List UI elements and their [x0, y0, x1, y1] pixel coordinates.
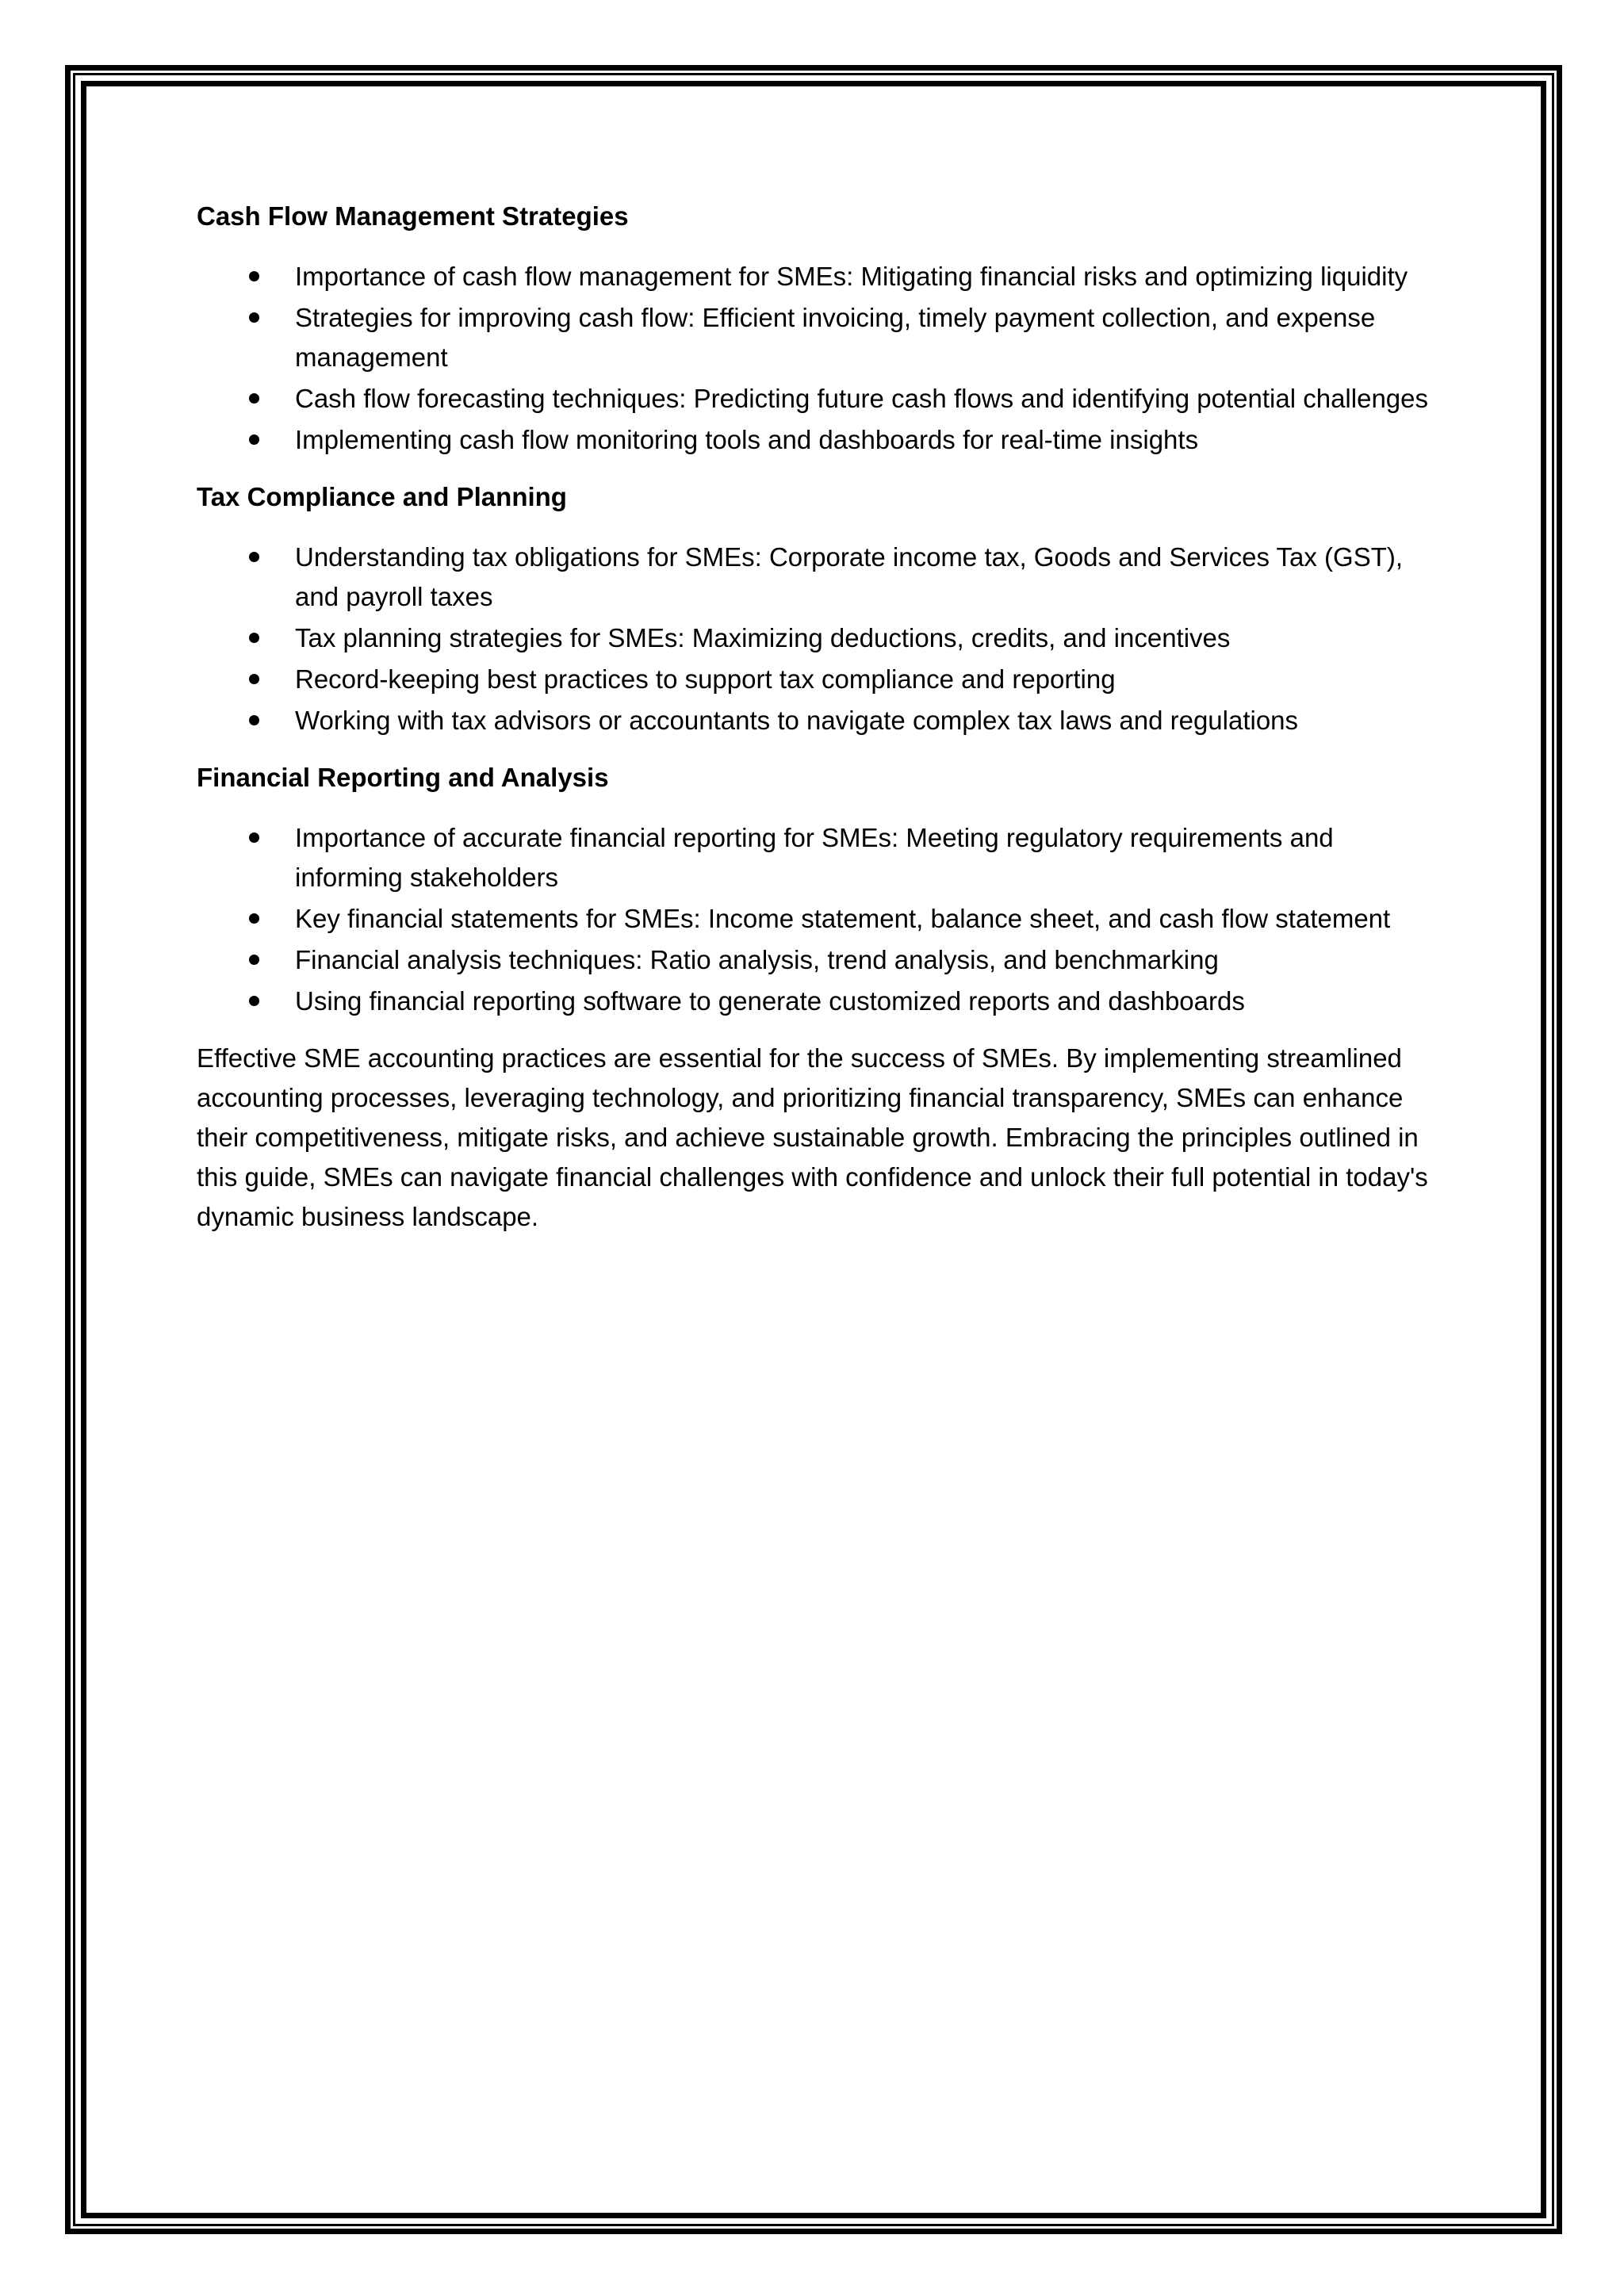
bullet-list	[197, 257, 1434, 460]
list-item-text: Tax planning strategies for SMEs: Maximizing deductions, credits, and incentives	[295, 623, 1231, 652]
bullet-icon	[249, 832, 259, 843]
section-tax-compliance	[197, 477, 1434, 740]
bullet-icon	[249, 393, 259, 404]
list-item-text: Working with tax advisors or accountants to navigate complex tax laws and regulations	[295, 706, 1299, 735]
list-item	[197, 420, 1434, 460]
list-item	[197, 818, 1434, 897]
bullet-list	[197, 538, 1434, 740]
bullet-list	[197, 818, 1434, 1021]
list-item-text: Understanding tax obligations for SMEs: Corporate income tax, Goods and Services Tax (GST), and payroll taxes	[295, 542, 1404, 611]
section-heading: Cash Flow Management Strategies	[197, 201, 629, 231]
list-item	[197, 701, 1434, 740]
list-item-text: Cash flow forecasting techniques: Predicting future cash flows and identifying potential challenges	[295, 384, 1429, 413]
list-item	[197, 660, 1434, 699]
bullet-icon	[249, 715, 259, 725]
bullet-icon	[249, 633, 259, 643]
bullet-icon	[249, 996, 259, 1006]
page-content	[197, 197, 1434, 1237]
bullet-icon	[249, 674, 259, 684]
list-item	[197, 899, 1434, 939]
list-item	[197, 982, 1434, 1021]
bullet-icon	[249, 312, 259, 323]
list-item	[197, 379, 1434, 419]
list-item-text: Financial analysis techniques: Ratio analysis, trend analysis, and benchmarking	[295, 945, 1219, 974]
bullet-icon	[249, 955, 259, 965]
bullet-icon	[249, 552, 259, 562]
bullet-icon	[249, 913, 259, 924]
list-item-text: Key financial statements for SMEs: Income statement, balance sheet, and cash flow statement	[295, 904, 1391, 933]
list-item	[197, 538, 1434, 617]
bullet-icon	[249, 434, 259, 445]
list-item-text: Importance of cash flow management for SMEs: Mitigating financial risks and optimizing liquidity	[295, 262, 1408, 291]
list-item-text: Using financial reporting software to generate customized reports and dashboards	[295, 986, 1245, 1016]
list-item	[197, 298, 1434, 377]
list-item-text: Implementing cash flow monitoring tools and dashboards for real-time insights	[295, 425, 1199, 454]
list-item-text: Importance of accurate financial reporting for SMEs: Meeting regulatory requirements and informing stakeholders	[295, 823, 1334, 892]
list-item	[197, 257, 1434, 297]
section-financial-reporting	[197, 758, 1434, 1021]
section-heading: Tax Compliance and Planning	[197, 482, 567, 511]
list-item-text: Record-keeping best practices to support tax compliance and reporting	[295, 664, 1116, 694]
list-item-text: Strategies for improving cash flow: Efficient invoicing, timely payment collection, and expense management	[295, 303, 1376, 372]
list-item	[197, 940, 1434, 980]
section-heading: Financial Reporting and Analysis	[197, 763, 609, 792]
section-cash-flow	[197, 197, 1434, 460]
closing-paragraph: Effective SME accounting practices are essential for the success of SMEs. By implementing streamlined accounting processes, leveraging technology, and prioritizing financial transparency, SMEs can enhance their competitiveness, mitigate risks, and achieve sustainable growth. Embracing the principles outlined in this guide, SMEs can navigate financial challenges with confidence and unlock their full potential in today's dynamic business landscape.	[197, 1043, 1428, 1231]
bullet-icon	[249, 271, 259, 281]
list-item	[197, 618, 1434, 658]
